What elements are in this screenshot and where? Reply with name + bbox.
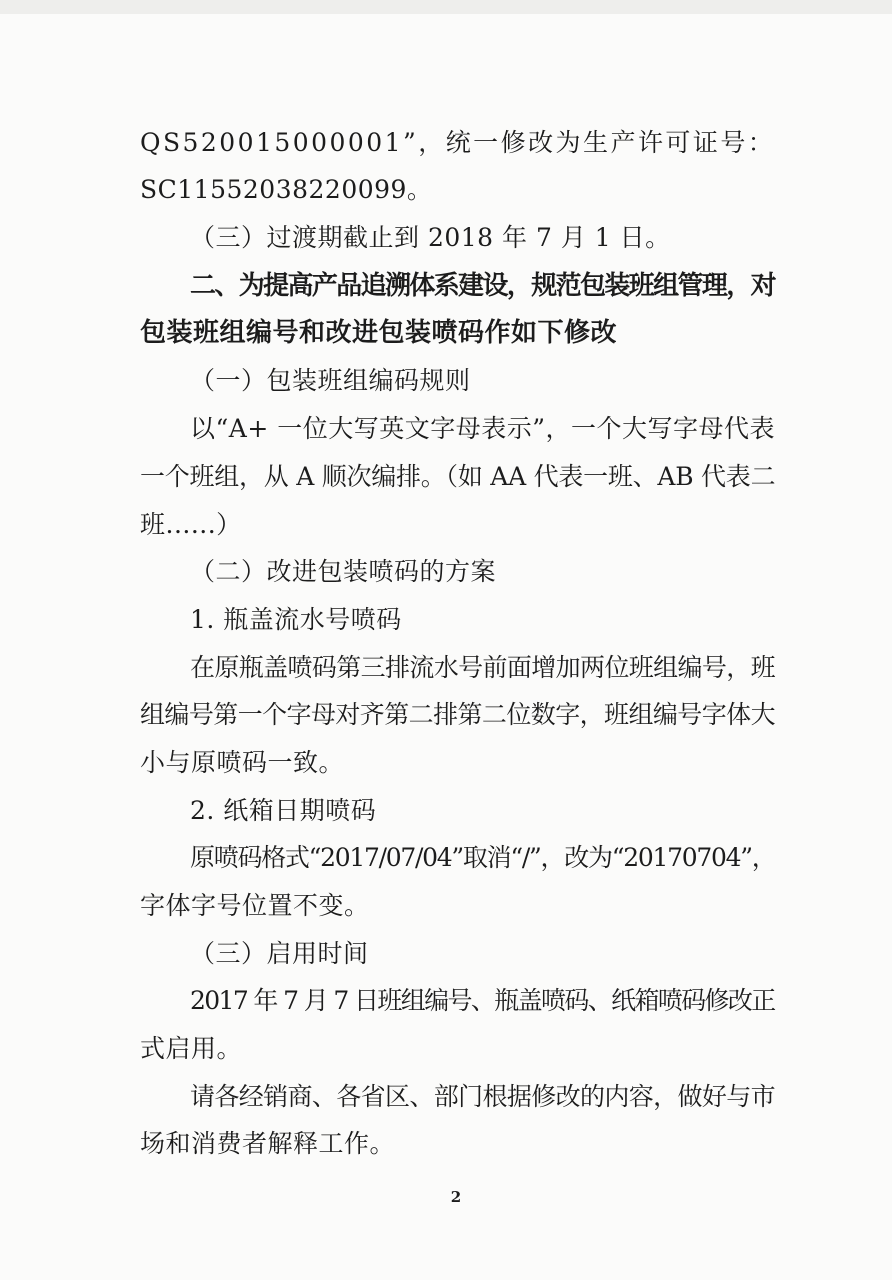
text-line-3: （三）过渡期截止到 2018 年 7 月 1 日。 — [190, 223, 671, 252]
text-line-19: 2017 年 7 月 7 日班组编号、瓶盖喷码、纸箱喷码修改正 — [190, 986, 775, 1015]
text-line-20: 式启用。 — [140, 1034, 243, 1063]
item-cap-serial-code: 1. 瓶盖流水号喷码 — [190, 605, 402, 634]
section-heading-2-line-2: 包装班组编号和改进包装喷码作如下修改 — [140, 318, 618, 348]
text-line-21: 请各经销商、各省区、部门根据修改的内容，做好与市 — [190, 1082, 776, 1111]
page-number: 2 — [450, 1188, 462, 1206]
item-carton-date-code: 2. 纸箱日期喷码 — [190, 796, 377, 825]
section-heading-2-line-1: 二、为提高产品追溯体系建设，规范包装班组管理，对 — [190, 271, 776, 301]
subheading-coding-plan: （二）改进包装喷码的方案 — [190, 557, 497, 586]
text-line-16: 原喷码格式“2017/07/04”取消“/”，改为“20170704”， — [190, 843, 776, 872]
text-line-17: 字体字号位置不变。 — [140, 891, 370, 920]
text-line-7: 以“A+ 一位大写英文字母表示”，一个大写字母代表 — [190, 414, 776, 443]
text-line-2: SC11552038220099。 — [140, 175, 433, 204]
subheading-encoding-rules: （一）包装班组编码规则 — [190, 366, 471, 395]
text-line-13: 组编号第一个字母对齐第二排第二位数字，班组编号字体大 — [140, 700, 776, 729]
text-line-9: 班......） — [140, 510, 242, 539]
subheading-effective-time: （三）启用时间 — [190, 939, 369, 968]
text-line-8: 一个班组，从 A 顺次编排。（如 AA 代表一班、AB 代表二 — [140, 462, 776, 491]
text-line-1: QS520015000001”，统一修改为生产许可证号： — [140, 128, 776, 157]
text-line-14: 小与原喷码一致。 — [140, 748, 345, 777]
text-line-22: 场和消费者解释工作。 — [140, 1129, 396, 1158]
text-line-12: 在原瓶盖喷码第三排流水号前面增加两位班组编号，班 — [190, 653, 776, 682]
